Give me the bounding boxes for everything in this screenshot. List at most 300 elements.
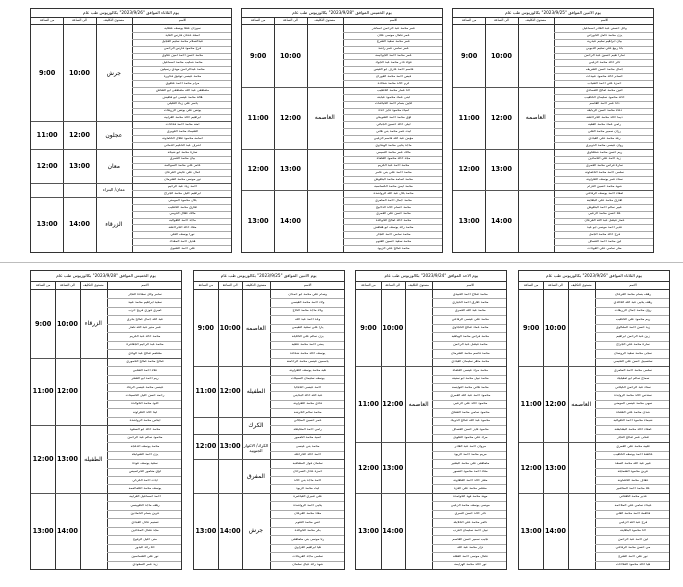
location-label: المفرق xyxy=(246,472,265,480)
row-divider xyxy=(270,315,345,316)
row-divider xyxy=(595,358,670,359)
student-name: امنه محمد احمد فحادات xyxy=(165,123,200,127)
time-from: 9:00 xyxy=(249,51,267,60)
student-name: لبنى عماد محمود عبابنه xyxy=(377,95,410,99)
row-divider xyxy=(107,315,182,316)
student-name: معاذ خالد الحراحشه xyxy=(168,226,197,230)
header-from: من الساعة xyxy=(461,18,477,23)
row-divider xyxy=(107,459,182,460)
student-name: انس محمد العتوم xyxy=(295,520,320,524)
schedule-sheet-bottom xyxy=(30,270,670,570)
row-divider xyxy=(432,544,507,545)
student-name: عيسى محمد عيسى الرقاد xyxy=(126,385,164,389)
student-name: زين عبد الرحمن ابراهيم xyxy=(616,334,650,338)
student-name: محمد اسامه محمد البطوش xyxy=(374,178,413,182)
header-level: مستوى التكليف xyxy=(408,282,429,287)
student-name: شهد محمد حسين العزام xyxy=(587,184,622,188)
student-name: حلا رائد البدور xyxy=(135,546,155,550)
student-name: محمد سالم الخرشه xyxy=(293,410,322,414)
row-divider xyxy=(270,535,345,536)
student-name: رنا موسى بني مصطفى xyxy=(291,537,325,541)
header-from: من الساعة xyxy=(198,282,214,287)
student-name: بيان محمد العمري xyxy=(169,157,196,161)
student-name: محمد احمد عبد الكريم xyxy=(377,164,410,168)
student-name: صفاء خالد محمد البشابشه xyxy=(614,427,652,431)
group-divider xyxy=(31,425,182,426)
student-name: محمد حسام خالد الدلابيح xyxy=(375,205,412,209)
row-divider xyxy=(432,468,507,469)
group-divider xyxy=(356,366,507,367)
student-name: غيداء سامي علي الملاحمه xyxy=(614,503,652,507)
header-level: مستوى التكليف xyxy=(571,282,592,287)
student-name: ولاء ماجد محمد الحاج xyxy=(292,309,323,313)
header-from: من الساعة xyxy=(523,282,539,287)
student-name: مالك عمر محمد التميمي xyxy=(376,150,411,154)
student-name: خلود محمد الخوالده xyxy=(131,402,159,406)
schedule-panel xyxy=(452,8,654,253)
row-divider xyxy=(270,544,345,545)
student-name: سارة محمد ابو شيخه xyxy=(167,150,198,154)
student-name: رامي احمد المعايطه xyxy=(293,427,322,431)
row-divider xyxy=(595,332,670,333)
column-headers xyxy=(356,282,506,290)
student-name: ريم حسن محمد شطناوي xyxy=(586,150,623,154)
student-name: مؤمن عبد الله قاسم الزعبي xyxy=(373,136,414,140)
student-name: محمد عبد الله العمري xyxy=(454,309,486,313)
header-name: الاسم xyxy=(303,282,312,287)
student-name: عبد الله خالد البدايني xyxy=(292,393,323,397)
student-name: مجد نضال المحادين xyxy=(131,529,159,533)
student-name: عمر حسين المجالي xyxy=(293,419,322,423)
location-label: جرش xyxy=(106,69,121,77)
student-name: محمد هاني محمد النوايسه xyxy=(451,385,489,389)
student-name: نور خالد محمد الهزايمه xyxy=(454,563,487,567)
row-divider xyxy=(595,561,670,562)
student-name: عرين بسام الحمادين xyxy=(130,512,160,516)
panel-title: يوم الثلاثاء الموافق "2023/9/26" بكالوريوس طب عام xyxy=(519,271,669,282)
time-to: 13:00 xyxy=(68,162,90,170)
location-label: الكرك xyxy=(248,421,264,429)
time-from: 11:00 xyxy=(247,113,269,122)
student-name: عمر محمد احمد الجوجيمه xyxy=(375,54,412,58)
student-name: فرح خالد محمد الجمل xyxy=(588,233,621,237)
student-name: فؤاد نادر محمد عبد الجواد xyxy=(375,61,412,65)
time-from: 13:00 xyxy=(32,526,54,535)
time-to: 13:00 xyxy=(219,442,241,451)
header-to: الى الساعة xyxy=(283,18,298,23)
student-name: احمد اسماعيل الغرايبه xyxy=(129,495,161,499)
student-name: جمال محمد حسن الشريف xyxy=(585,68,624,71)
row-divider xyxy=(432,408,507,409)
group-divider xyxy=(453,87,654,88)
row-divider xyxy=(432,298,507,299)
column-headers xyxy=(31,282,181,290)
group-divider xyxy=(31,121,232,122)
group-divider xyxy=(194,459,345,460)
group-divider xyxy=(31,149,232,150)
student-name: لانا عمار محمد الخطيب xyxy=(377,88,410,92)
row-divider xyxy=(270,349,345,350)
panel-title: يوم الاثنين الموافق "2023/9/25" بكالوريوس طب عام xyxy=(194,271,344,282)
student-name: فرح عبد الله الزعبي xyxy=(618,520,648,524)
student-name: يونس علي يونس الزريقات xyxy=(163,109,202,113)
student-name: وسام علي محمد ابو حمدان xyxy=(288,292,327,296)
student-name: ولاء احمد محمد القيسي xyxy=(290,300,325,304)
group-divider xyxy=(519,493,670,494)
header-name: الاسم xyxy=(141,282,149,287)
header-name: الاسم xyxy=(178,18,187,23)
student-name: شيماء محمود احمد الطوالبه xyxy=(613,419,653,423)
student-name: نور موسى محمد الشرمان xyxy=(164,178,201,182)
row-divider xyxy=(270,400,345,401)
student-name: محمد مراد عيسى القضاه xyxy=(452,368,489,372)
row-divider xyxy=(595,552,670,553)
row-divider xyxy=(432,510,507,511)
location-label: العاصمه xyxy=(245,324,266,332)
row-divider xyxy=(432,552,507,553)
student-name: احمد ماجد بني خالد xyxy=(293,478,322,482)
row-divider xyxy=(595,417,670,418)
row-divider xyxy=(595,324,670,325)
student-name: سلمى محمد احمد المصري xyxy=(614,368,652,372)
row-divider xyxy=(107,535,182,536)
row-divider xyxy=(270,484,345,485)
row-divider xyxy=(270,527,345,528)
group-divider xyxy=(453,149,654,150)
row-divider xyxy=(595,476,670,477)
time-from: 9:00 xyxy=(34,319,52,328)
row-divider xyxy=(432,425,507,426)
student-name: موسى يوسف محمد الزعبي xyxy=(450,503,490,507)
student-name: روان عيسى محمد الدويري xyxy=(585,143,624,147)
student-name: علي صبري العياصره xyxy=(293,495,323,499)
student-name: يزن سالم علي الخلايله xyxy=(291,334,324,338)
group-divider xyxy=(194,417,345,418)
schedule-panel xyxy=(30,8,232,253)
student-name: عمر محمد سعيد الشرع xyxy=(376,40,410,44)
row-divider xyxy=(270,375,345,376)
location-label: العاصمه xyxy=(408,400,429,408)
row-divider xyxy=(595,315,670,316)
header-from: من الساعة xyxy=(250,18,266,23)
row-divider xyxy=(270,518,345,519)
row-divider xyxy=(107,544,182,545)
row-divider xyxy=(432,324,507,325)
row-divider xyxy=(270,476,345,477)
row-divider xyxy=(270,307,345,308)
header-from: من الساعة xyxy=(361,282,376,287)
group-divider xyxy=(31,493,182,494)
student-name: معاذ محمد القرعان xyxy=(294,512,322,516)
student-name: علا محمد احمد المناصير xyxy=(616,486,650,490)
time-to: 13:00 xyxy=(544,463,566,472)
student-name: ليلى خالد حسين الجبالي xyxy=(376,123,411,127)
row-divider xyxy=(595,484,670,485)
student-name: عمر نضال موسى علان xyxy=(377,33,410,37)
student-name: يزن محمد كامل الحوراني xyxy=(586,33,623,37)
row-divider xyxy=(107,375,182,376)
student-name: سناء عبد الرحمن الكيلاني xyxy=(615,385,651,389)
row-divider xyxy=(107,341,182,342)
student-name: طارق محمد علي البطاينه xyxy=(586,198,623,202)
row-divider xyxy=(432,476,507,477)
row-divider xyxy=(595,383,670,384)
row-divider xyxy=(432,307,507,308)
student-name: غدير محمد الطعاني xyxy=(619,495,647,499)
group-divider xyxy=(194,434,345,435)
row-divider xyxy=(270,332,345,333)
student-name: صفاء احمد يوسف الرفاعي xyxy=(585,191,624,195)
column-divider xyxy=(307,18,308,253)
student-name: رحمه حسن خليل الحسينات xyxy=(125,393,165,397)
student-name: بيان ابراهيم سليم عبدربه xyxy=(587,40,622,44)
row-divider xyxy=(432,484,507,485)
student-name: مرام محمد احمد عطوي xyxy=(165,81,200,85)
schedule-sheet-top xyxy=(30,8,654,253)
student-name: رهف بسام محمد القرعان xyxy=(614,292,652,296)
student-name: دعاء محمد حسن الربابعه xyxy=(586,109,623,113)
time-to: 14:00 xyxy=(382,526,404,535)
student-name: محمد حسن علي العمري xyxy=(376,212,411,216)
header-name: الاسم xyxy=(629,282,637,287)
student-name: علا حسن محمد الزعبي xyxy=(588,212,621,216)
student-name: احمد خالد الخزاعله xyxy=(294,453,322,457)
student-name: ليث محمد الزيود xyxy=(295,486,320,490)
row-divider xyxy=(107,468,182,469)
time-from: 13:00 xyxy=(36,220,58,229)
student-name: نورا يوسف العلي xyxy=(170,233,195,237)
student-name: عمر منير عبد الله نصار xyxy=(128,326,162,330)
student-name: عمر محمد عبد الرحمن اسكندر xyxy=(371,26,416,30)
group-divider xyxy=(242,87,443,88)
student-name: حنين محمد صالح الصمادي xyxy=(586,88,623,92)
student-name: ايناس محمد الرواشده xyxy=(129,419,161,423)
student-name: محمد عبدالرحمن مهدي رسيلين xyxy=(160,68,205,71)
student-name: وائل حسني عبد القادر اسماعيل xyxy=(582,26,627,30)
group-divider xyxy=(31,197,232,198)
column-divider xyxy=(518,18,519,253)
student-name: محمود خالد علي الزعبي xyxy=(453,402,488,406)
time-to: 12:00 xyxy=(68,131,90,140)
time-to: 10:00 xyxy=(544,324,566,333)
row-divider xyxy=(107,484,182,485)
student-name: يزن احمد الشوابكه xyxy=(131,453,159,457)
time-to: 14:00 xyxy=(490,217,512,226)
student-name: لانا محمود البطاينه xyxy=(620,529,646,533)
row-divider xyxy=(270,341,345,342)
student-name: سلمان فواز المشاقبه xyxy=(292,461,323,465)
row-divider xyxy=(270,408,345,409)
student-name: محمد فراس محمد الهباهبه xyxy=(451,334,490,338)
time-from: 11:00 xyxy=(357,400,379,409)
row-divider xyxy=(595,451,670,452)
header-level: مستوى التكليف xyxy=(103,18,125,23)
time-to: 12:00 xyxy=(490,113,512,122)
student-name: ثائر خالد محمد الزعبي xyxy=(588,61,621,65)
student-name: تسنيم عادل العبادي xyxy=(131,520,159,524)
header-from: من الساعة xyxy=(39,18,55,23)
row-divider xyxy=(432,535,507,536)
student-name: سارة محمد علي الجراح xyxy=(616,343,650,347)
student-name: رزان سمير محمد العلي xyxy=(588,129,621,133)
panel-title: يوم الاثنين الموافق "2023/9/25" بكالوريوس طب عام xyxy=(453,9,653,18)
group-divider xyxy=(519,442,670,443)
time-to: 10:00 xyxy=(219,324,241,333)
student-name: سهى محمد عيسى المومني xyxy=(613,402,653,406)
location-label: العاصمه xyxy=(314,114,335,122)
student-name: محمد بني عيسى xyxy=(295,444,320,448)
location-label: عجلون xyxy=(105,131,123,139)
time-from: 11:00 xyxy=(32,387,54,396)
student-name: وعد احمد عبد الله xyxy=(295,317,321,321)
schedule-panel xyxy=(518,270,670,570)
time-from: 9:00 xyxy=(197,324,215,333)
student-name: عبد الله جمال صالح بحري xyxy=(126,317,164,321)
student-name: محمد خالد ابو السعود xyxy=(129,427,161,431)
student-name: سجى محمد سعيد الروسان xyxy=(614,351,652,355)
student-name: زيد عمر السعودي xyxy=(132,563,158,567)
student-name: محمد قاسم محمد الشرمان xyxy=(450,351,490,355)
row-divider xyxy=(107,442,182,443)
student-name: سعيد ابراهيم محمد عبيد xyxy=(128,300,162,304)
row-divider xyxy=(107,298,182,299)
student-name: هيا خالد محمود الفلاحات xyxy=(615,563,651,567)
student-name: بلال محمود المومني xyxy=(168,198,197,202)
time-to: 10:00 xyxy=(68,69,90,78)
time-to: 13:00 xyxy=(279,165,301,174)
student-name: شذى محمد علي القضاه xyxy=(616,410,650,414)
row-divider xyxy=(432,518,507,519)
row-divider xyxy=(595,510,670,511)
panel-title: يوم الخميس الموافق "2023/9/28" بكالوريوس طب عام xyxy=(242,9,442,18)
student-name: ريم محمود علي الخطيب xyxy=(615,317,651,321)
student-name: نبيل احمد سليمان العزب xyxy=(452,529,488,533)
student-name: فاطمة احمد محمد العلي xyxy=(615,512,651,516)
student-name: محمد عماد صالح الحجاوي xyxy=(452,326,489,330)
column-divider xyxy=(568,282,569,570)
group-divider xyxy=(194,366,345,367)
student-name: معتصم صالح عبد الهادي xyxy=(128,351,162,355)
row-divider xyxy=(432,383,507,384)
time-from: 11:00 xyxy=(36,131,58,140)
student-name: خالد محمود سليمان الخطيب xyxy=(584,95,625,99)
row-divider xyxy=(107,408,182,409)
row-divider xyxy=(595,434,670,435)
row-divider xyxy=(107,417,182,418)
header-to: الى الساعة xyxy=(72,18,87,23)
group-divider xyxy=(31,183,232,184)
row-divider xyxy=(595,408,670,409)
group-divider xyxy=(453,190,654,191)
student-name: طيبه محمد علي العمري xyxy=(616,444,650,448)
row-divider xyxy=(595,518,670,519)
student-name: زيد حسن احمد الملكاوي xyxy=(615,326,651,330)
time-from: 9:00 xyxy=(38,69,56,78)
student-name: يوسف سليمان السبيلات xyxy=(290,377,325,381)
header-level: مستوى التكليف xyxy=(83,282,104,287)
row-divider xyxy=(432,349,507,350)
student-name: سلمى ماجد الفريحات xyxy=(292,554,323,558)
student-name: محمد صالح علي الزيود xyxy=(377,246,410,250)
student-name: عمار فيصل عبد الله القرعان xyxy=(584,219,625,223)
student-name: اسعد عدنان فارس العايد xyxy=(165,33,200,37)
group-divider xyxy=(519,366,670,367)
row-divider xyxy=(270,324,345,325)
header-name: الاسم xyxy=(600,18,609,23)
student-name: ماجد يحيى محمد الهنداوي xyxy=(375,143,412,147)
student-name: احمد عيسى الحجايا xyxy=(294,385,322,389)
student-name: اشرف عبد الحكيم الدماتي xyxy=(164,143,201,147)
student-name: ناصر محمد علي الخلايله xyxy=(453,520,488,524)
header-name: الاسم xyxy=(389,18,398,23)
student-name: مصطفى عبد الله مصطفى ابو الشاش xyxy=(155,88,210,92)
student-name: محمد شكيب محمد اسماعيل xyxy=(162,61,203,65)
student-name: ياسمين عيسى محمد الرحامنه xyxy=(286,360,329,364)
group-divider xyxy=(242,149,443,150)
student-name: لين محمد احمد العساف xyxy=(587,239,622,243)
student-name: مصطفى علي محمد البشير xyxy=(451,461,490,465)
student-name: محمد عبد الرحيم الجعافرة xyxy=(126,343,164,347)
student-name: محمد خالد صالح الخوالده xyxy=(375,219,412,223)
student-name: اسامه محمود طلال الخصاونه xyxy=(162,136,203,140)
student-name: كرم خالد محمد شحاده xyxy=(377,81,410,85)
location-label: الزرقاء xyxy=(105,220,123,228)
row-divider xyxy=(270,510,345,511)
student-name: منى خليل الرفوع xyxy=(133,537,157,541)
row-divider xyxy=(107,400,182,401)
schedule-panel xyxy=(30,270,182,570)
student-name: هديل احمد المقداد xyxy=(169,239,196,243)
student-name: مي حسن محمد الرفاعي xyxy=(615,546,651,550)
student-name: مجد خالد محمود القضاه xyxy=(376,157,411,161)
student-name: محمد خالد عبد الكريم xyxy=(129,334,161,338)
student-name: فرح محمود فارس الرحمي xyxy=(163,47,202,51)
student-name: لجين بسام احمد الحياصات xyxy=(374,102,413,106)
student-name: رامي عماد محمد الفقيه xyxy=(588,123,621,127)
row-divider xyxy=(595,307,670,308)
student-name: منتصر محمد علي العزه xyxy=(453,486,487,490)
student-name: محمد علي عيسى الرفاعي xyxy=(451,317,489,321)
student-name: هيا ابراهيم الغزاوي xyxy=(294,546,321,550)
time-to: 14:00 xyxy=(279,217,301,226)
time-from: 11:00 xyxy=(195,387,217,396)
student-name: عائشة احمد يوسف الخطيب xyxy=(613,453,653,457)
time-from: 12:00 xyxy=(520,463,542,472)
header-to: الى الساعة xyxy=(60,282,75,287)
row-divider xyxy=(432,501,507,502)
time-from: 9:00 xyxy=(522,324,540,333)
student-name: حسام خالد محمود عبيدات xyxy=(586,74,623,78)
student-name: نضال موسى احمد العقله xyxy=(452,554,488,558)
row-divider xyxy=(432,400,507,401)
student-name: محمد حسن احمد امين عثاوي xyxy=(161,54,204,58)
time-to: 12:00 xyxy=(56,387,78,396)
student-name: سناء عمر يوسف الطراونه xyxy=(586,178,623,182)
row-divider xyxy=(432,391,507,392)
row-divider xyxy=(432,417,507,418)
student-name: رهف يحيى عبد الله الخالدي xyxy=(613,300,653,304)
row-divider xyxy=(270,501,345,502)
student-name: سوزان عطا يوسف عطايه xyxy=(164,26,201,30)
row-divider xyxy=(107,324,182,325)
student-name: عفاف محمد الخصاونه xyxy=(617,478,649,482)
student-name: سارة فراس محمد العمري xyxy=(586,164,623,168)
time-to: 10:00 xyxy=(490,51,512,60)
row-divider xyxy=(107,527,182,528)
student-name: يارا علي سعيد النعيمي xyxy=(291,326,324,330)
student-name: بانا ربيع علي سليم الدبوبي xyxy=(585,47,624,51)
student-name: ديما خالد محمد الحراحشه xyxy=(586,116,623,120)
